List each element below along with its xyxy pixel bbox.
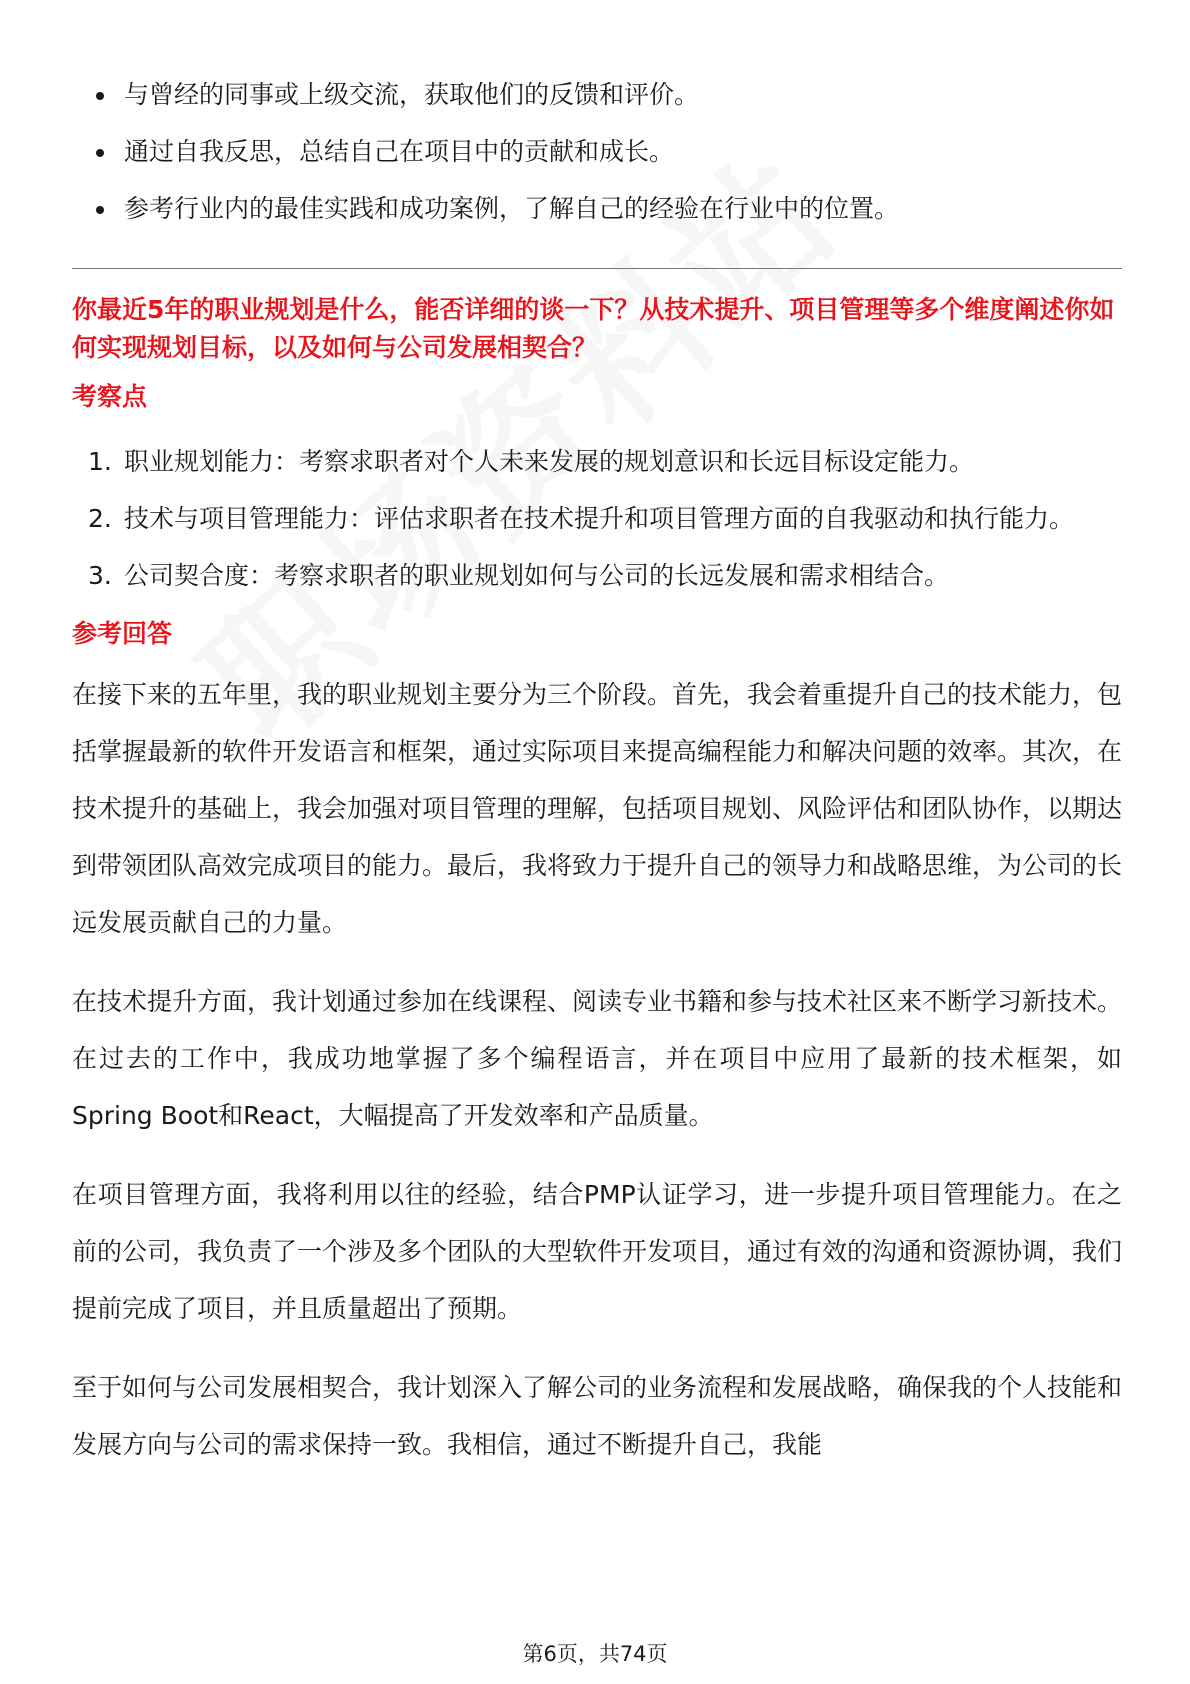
list-item-text: 通过自我反思，总结自己在项目中的贡献和成长。: [124, 137, 675, 166]
list-item-text: 与曾经的同事或上级交流，获取他们的反馈和评价。: [124, 80, 700, 109]
reference-answer-title: 参考回答: [72, 619, 173, 648]
bullet-dot-icon: [96, 149, 104, 157]
list-item-number: 3.: [88, 561, 112, 590]
list-item-number: 1.: [88, 447, 112, 476]
list-item: [72, 490, 1122, 547]
list-item-text: 公司契合度：考察求职者的职业规划如何与公司的长远发展和需求相结合。: [124, 561, 950, 590]
answer-paragraph: 在技术提升方面，我计划通过参加在线课程、阅读专业书籍和参与技术社区来不断学习新技术。在过去的工作中，我成功地掌握了多个编程语言，并在项目中应用了最新的技术框架，如Spring Boot和React，大幅提高了开发效率和产品质量。: [72, 987, 1123, 1130]
list-item: [72, 66, 1122, 123]
list-item: [72, 180, 1122, 237]
bullet-dot-icon: [96, 92, 104, 100]
page-content: [72, 66, 1122, 1473]
list-item: [72, 433, 1122, 490]
bullet-list: [72, 66, 1122, 237]
question-heading: 你最近5年的职业规划是什么，能否详细的谈一下？从技术提升、项目管理等多个维度阐述你如何实现规划目标，以及如何与公司发展相契合？: [72, 295, 1115, 362]
list-item-text: 参考行业内的最佳实践和成功案例，了解自己的经验在行业中的位置。: [124, 194, 900, 223]
bullet-dot-icon: [96, 206, 104, 214]
list-item: [72, 547, 1122, 604]
page-number-footer: 第6页，共74页: [522, 1642, 668, 1666]
answer-paragraph: 在接下来的五年里，我的职业规划主要分为三个阶段。首先，我会着重提升自己的技术能力，包括掌握最新的软件开发语言和框架，通过实际项目来提高编程能力和解决问题的效率。其次，在技术提升的基础上，我会加强对项目管理的理解，包括项目规划、风险评估和团队协作，以期达到带领团队高效完成项目的能力。最后，我将致力于提升自己的领导力和战略思维，为公司的长远发展贡献自己的力量。: [72, 680, 1123, 937]
list-item-text: 职业规划能力：考察求职者对个人未来发展的规划意识和长远目标设定能力。: [124, 447, 975, 476]
section-divider: [72, 268, 1122, 269]
examine-points-title: 考察点: [72, 382, 148, 411]
answer-paragraph: 至于如何与公司发展相契合，我计划深入了解公司的业务流程和发展战略，确保我的个人技能和发展方向与公司的需求保持一致。我相信，通过不断提升自己，我能: [72, 1373, 1123, 1459]
answer-paragraph: 在项目管理方面，我将利用以往的经验，结合PMP认证学习，进一步提升项目管理能力。在之前的公司，我负责了一个涉及多个团队的大型软件开发项目，通过有效的沟通和资源协调，我们提前完成了项目，并且质量超出了预期。: [72, 1180, 1123, 1323]
list-item-text: 技术与项目管理能力：评估求职者在技术提升和项目管理方面的自我驱动和执行能力。: [124, 504, 1075, 533]
list-item-number: 2.: [88, 504, 112, 533]
examine-points-list: [72, 433, 1122, 604]
list-item: [72, 123, 1122, 180]
